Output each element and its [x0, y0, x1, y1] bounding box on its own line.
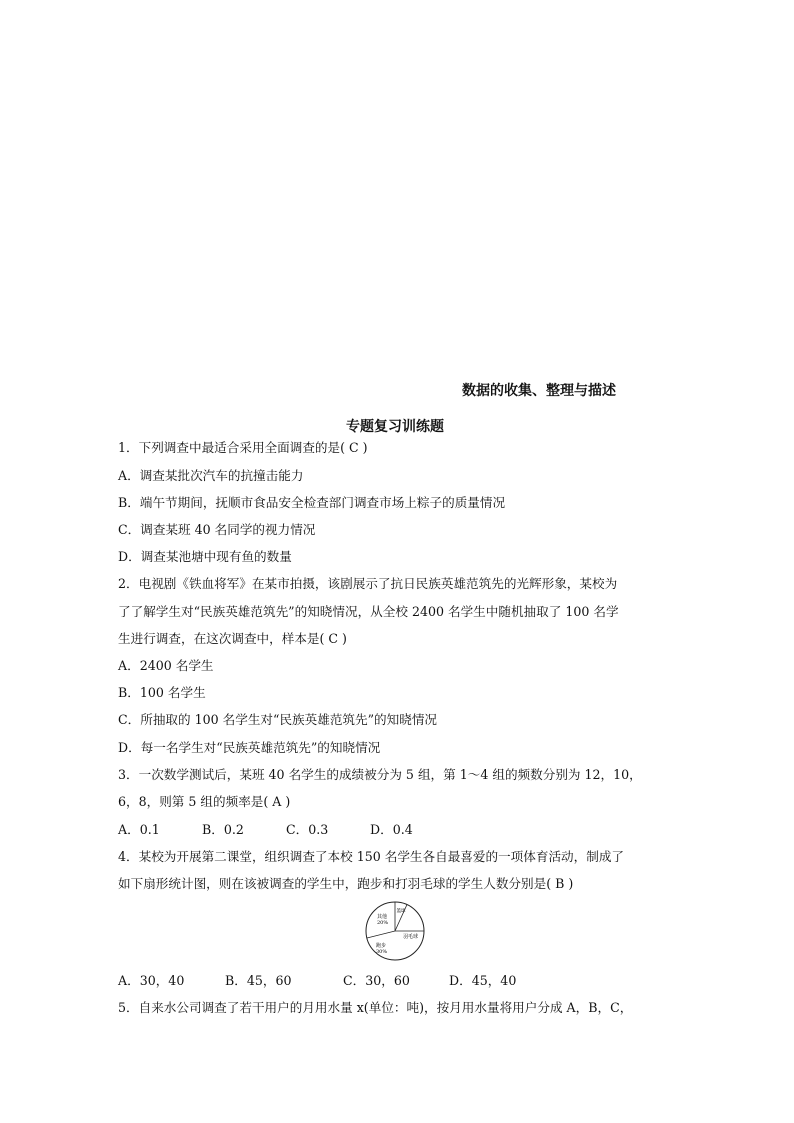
question-3-option-b: B．0.2 — [202, 822, 244, 837]
question-2-option-b: B．100 名学生 — [118, 685, 206, 700]
question-4-options — [118, 972, 516, 990]
question-1-stem: 1．下列调查中最适合采用全面调查的是( C ) — [118, 440, 368, 455]
question-3-option-c: C．0.3 — [286, 822, 329, 837]
pie-label-running-pct: 30% — [376, 949, 388, 955]
question-4-option-c: C．30，60 — [343, 973, 410, 988]
document-title: 数据的收集、整理与描述 — [462, 383, 616, 399]
question-2-stem-line-2: 了了解学生对“民族英雄范筑先”的知晓情况，从全校 2400 名学生中随机抽取了 100 名学 — [118, 604, 619, 619]
question-3-options — [118, 821, 413, 839]
pie-label-badminton: 羽毛球 — [403, 934, 419, 940]
question-3-option-d: D．0.4 — [370, 822, 413, 837]
question-2-option-c: C．所抽取的 100 名学生对“民族英雄范筑先”的知晓情况 — [118, 712, 438, 727]
question-3-stem-line-1: 3．一次数学测试后，某班 40 名学生的成绩被分为 5 组，第 1～4 组的频数分别为 12，10， — [118, 767, 642, 782]
pie-label-other: 其他 — [377, 914, 388, 920]
question-1-option-c: C．调查某班 40 名同学的视力情况 — [118, 522, 316, 537]
document-subtitle: 专题复习训练题 — [346, 419, 444, 435]
question-5-stem-line-1: 5．自来水公司调查了若干用户的月用水量 x(单位：吨)，按月用水量将用户分成 A，B，C， — [118, 1000, 633, 1015]
question-4-option-d: D．45，40 — [449, 973, 517, 988]
question-1-option-d: D．调查某池塘中现有鱼的数量 — [118, 549, 292, 564]
question-2-option-d: D．每一名学生对“民族英雄范筑先”的知晓情况 — [118, 740, 381, 755]
question-4-option-a: A．30，40 — [118, 973, 185, 988]
pie-chart-figure — [364, 900, 426, 962]
question-2-stem-line-1: 2．电视剧《铁血将军》在某市拍摄，该剧展示了抗日民族英雄范筑先的光辉形象，某校为 — [118, 576, 618, 591]
pie-label-other-pct: 20% — [377, 920, 389, 926]
question-4-stem-line-1: 4．某校为开展第二课堂，组织调查了本校 150 名学生各自最喜爱的一项体育活动，制成了 — [118, 849, 625, 864]
question-4-option-b: B．45，60 — [225, 973, 292, 988]
question-1-option-a: A．调查某批次汽车的抗撞击能力 — [118, 468, 304, 483]
pie-label-basketball: 篮球 — [396, 909, 406, 914]
question-2-stem-line-3: 生进行调查，在这次调查中，样本是( C ) — [118, 631, 347, 646]
pie-chart — [364, 900, 426, 962]
question-3-stem-line-2: 6，8，则第 5 组的频率是( A ) — [118, 794, 291, 809]
question-1-option-b: B．端午节期间，抚顺市食品安全检查部门调查市场上粽子的质量情况 — [118, 495, 506, 510]
question-2-option-a: A．2400 名学生 — [118, 658, 214, 673]
question-4-stem-line-2: 如下扇形统计图，则在该被调查的学生中，跑步和打羽毛球的学生人数分别是( B ) — [118, 876, 574, 891]
pie-label-running: 跑步 — [376, 943, 387, 949]
question-3-option-a: A．0.1 — [118, 822, 160, 837]
